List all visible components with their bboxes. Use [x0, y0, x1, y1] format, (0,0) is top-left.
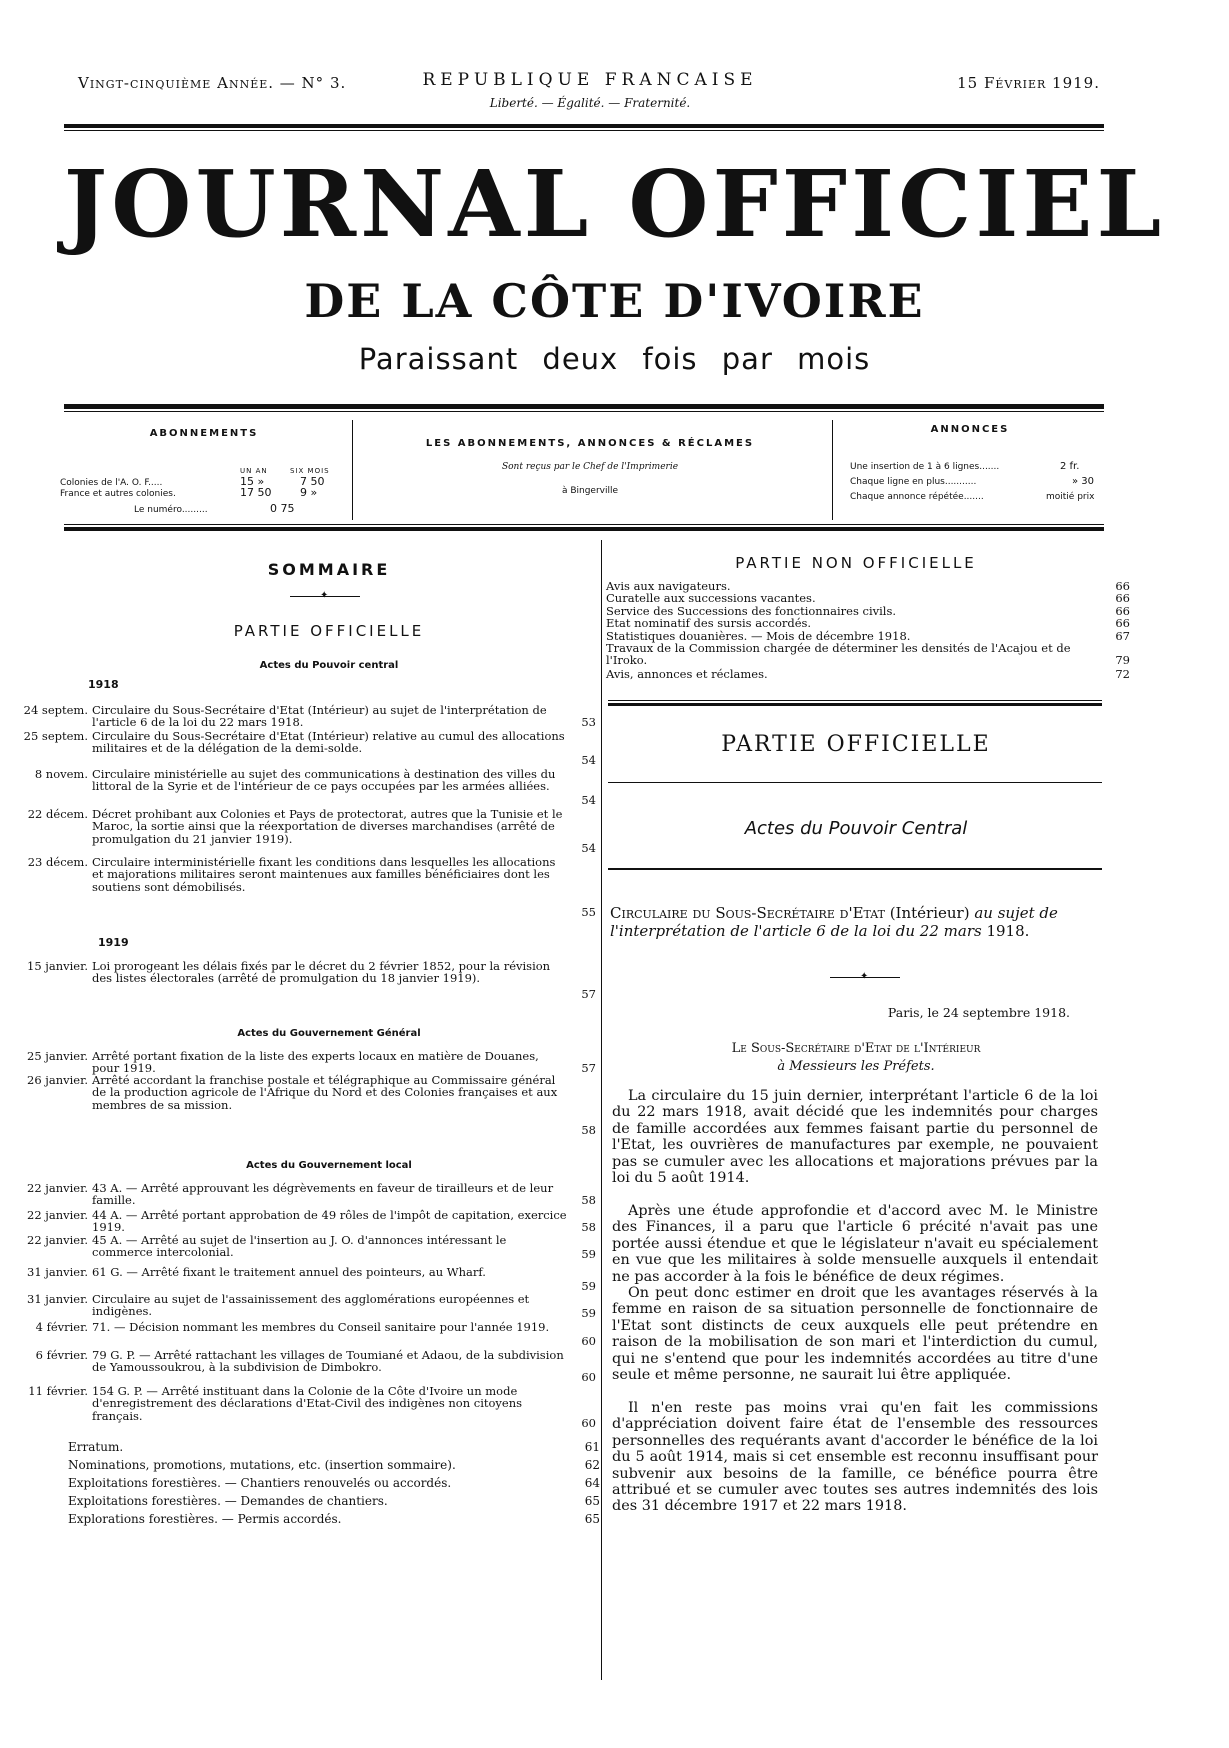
entry-text: 71. — Décision nommant les membres du Conseil sanitaire pour l'année 1919. [92, 1320, 550, 1334]
journal-frequency: Paraissant deux fois par mois [358, 342, 871, 376]
year-1919: 1919 [98, 936, 129, 949]
entry-page: 59 [581, 1306, 596, 1320]
motto: Liberté. — Égalité. — Fraternité. [489, 96, 691, 110]
summary-entry [6, 1050, 596, 1074]
entry-text: Exploitations forestières. — Demandes de chantiers. [68, 1494, 388, 1508]
article-from: Le Sous-Secrétaire d'Etat de l'Intérieur [731, 1041, 981, 1056]
article-paragraph-4: Il n'en reste pas moins vrai qu'en fait les commissions d'appréciation doivent faire état de l'ensemble des ressources personnelles des requérants avant d'accorder le bénéfice de la loi du 5 août 1914, mais si cet ensemble est reconnu insuffisant pour subvenir aux besoins de la famille, ce bénéfice pourra être attribué et se cumuler avec toutes ses autres indemnités des lois des 31 décembre 1917 et 22 mars 1918. [612, 1400, 1098, 1515]
entry-page: 55 [581, 905, 596, 919]
entry-page: 60 [581, 1334, 596, 1348]
entry-date: 8 novem. [34, 767, 88, 781]
entry-page: 66 [1115, 616, 1130, 630]
entry-text: Curatelle aux successions vacantes. [606, 591, 816, 605]
summary-entry [6, 1385, 596, 1429]
entry-date: 4 février. [35, 1320, 88, 1334]
row1-label: Colonies de l'A. O. F..... [60, 478, 163, 488]
entry-text: 61 G. — Arrêté fixant le traitement annuel des pointeurs, au Wharf. [92, 1265, 486, 1279]
non-official-title: PARTIE NON OFFICIELLE [735, 554, 977, 572]
article-heading-sc: Circulaire du Sous-Secrétaire d'Etat [610, 904, 885, 922]
summary-local-gov: Actes du Gouvernement local [246, 1160, 412, 1171]
summary-entry [6, 1349, 596, 1383]
entry-page: 54 [581, 793, 596, 807]
entry-text: Exploitations forestières. — Chantiers renouvelés ou accordés. [68, 1476, 452, 1490]
summary-title: SOMMAIRE [267, 560, 391, 579]
entry-page: 72 [1115, 667, 1130, 681]
article-paragraph-2: Après une étude approfondie et d'accord avec M. le Ministre des Finances, il a paru que l'article 6 précité n'avait pas une portée aussi étendue et que le législateur n'avait eu spécialement en vue que les militaires à solde mensuelle auxquels il entendait ne pas accorder à la fois le bénéfice de deux régimes. [612, 1203, 1098, 1285]
box-divider-right [832, 420, 833, 520]
summary-central-power: Actes du Pouvoir central [259, 660, 399, 671]
entry-text: Circulaire ministérielle au sujet des communications à destination des villes du littoral de la Syrie et de l'intérieur de ce pays occupées par les armées alliées. [92, 767, 556, 794]
entry-page: 60 [581, 1370, 596, 1384]
entry-page: 66 [1115, 604, 1130, 618]
article-heading-rest: (Intérieur) [884, 904, 975, 922]
col-year: UN AN [240, 467, 268, 475]
summary-entry [6, 1321, 596, 1347]
entry-page: 57 [581, 987, 596, 1001]
entry-text: Circulaire du Sous-Secrétaire d'Etat (Intérieur) au sujet de l'interprétation de l'article 6 de la loi du 22 mars 1918. [92, 703, 547, 730]
entry-date: 25 septem. [23, 729, 88, 743]
entry-text: Circulaire interministérielle fixant les conditions dans lesquelles les allocations et majorations militaires seront maintenues aux familles bénéficiaires dont les soutiens sont démobilisés. [92, 855, 556, 894]
center-box-title: LES ABONNEMENTS, ANNONCES & RÉCLAMES [425, 438, 755, 449]
summary-entry [6, 808, 596, 854]
row2-label: France et autres colonies. [60, 489, 176, 499]
entry-text: 43 A. — Arrêté approuvant les dégrèvements en faveur de tirailleurs et de leur famille. [92, 1181, 554, 1208]
article-to: à Messieurs les Préfets. [777, 1059, 935, 1074]
issue-price-label: Le numéro......... [134, 505, 208, 515]
article-heading-italic: au sujet de l'interprétation de l'article 6 de la loi du 22 mars [610, 904, 1058, 940]
summary-entry [6, 1182, 596, 1206]
entry-text: Arrêté portant fixation de la liste des experts locaux en matière de Douanes, pour 1919. [92, 1049, 539, 1076]
summary-entry [6, 730, 596, 766]
ads-row2-label: Chaque ligne en plus........... [850, 477, 977, 487]
entry-text: 44 A. — Arrêté portant approbation de 49 rôles de l'impôt de capitation, exercice 1919. [92, 1208, 567, 1235]
entry-page: 58 [581, 1193, 596, 1207]
ads-row1-price: 2 fr. [1060, 461, 1080, 472]
entry-page: 54 [581, 841, 596, 855]
entry-text: Avis, annonces et réclames. [606, 667, 768, 681]
entry-page: 61 [584, 1440, 600, 1454]
entry-page: 53 [581, 715, 596, 729]
summary-entry [6, 768, 596, 806]
entry-date: 24 septem. [23, 703, 88, 717]
box-divider-left [352, 420, 353, 520]
article-paragraph-1: La circulaire du 15 juin dernier, interprétant l'article 6 de la loi du 22 mars 1918, avait décidé que les indemnités pour charges de famille accordées aux femmes faisant partie du personnel de l'Etat, les ouvrières de manufactures par exemple, ne pouvaient pas se cumuler avec les allocations et majorations prévues par la loi du 5 août 1914. [612, 1088, 1098, 1187]
entry-page: 57 [581, 1061, 596, 1075]
entry-text: Nominations, promotions, mutations, etc. (insertion sommaire). [68, 1458, 456, 1472]
summary-general-gov: Actes du Gouvernement Général [237, 1028, 421, 1039]
entry-page: 62 [584, 1458, 600, 1472]
entry-text: 154 G. P. — Arrêté instituant dans la Colonie de la Côte d'Ivoire un mode d'enregistrement des déclarations d'Etat-Civil des indigènes non citoyens français. [92, 1384, 523, 1423]
issue-number: Vingt-cinquième Année. — N° 3. [78, 74, 347, 92]
ads-row3-label: Chaque annonce répétée....... [850, 492, 984, 502]
non-official-entry [606, 668, 1132, 680]
summary-entry [6, 1266, 596, 1292]
entry-text: Circulaire au sujet de l'assainissement des agglomérations européennes et indigènes. [92, 1292, 530, 1319]
entry-date: 26 janvier. [27, 1073, 88, 1087]
article-section: PARTIE OFFICIELLE [721, 732, 991, 757]
subscriptions-title: ABONNEMENTS [149, 428, 259, 439]
entry-page: 64 [584, 1476, 600, 1490]
year-1918: 1918 [88, 678, 119, 691]
entry-page: 65 [584, 1494, 600, 1508]
ornament-icon: ✦ [320, 590, 329, 601]
journal-title: JOURNAL OFFICIEL [63, 150, 1166, 258]
summary-entry [6, 1234, 596, 1260]
row1-year: 15 » [240, 475, 265, 488]
entry-page: 58 [581, 1123, 596, 1137]
entry-date: 31 janvier. [27, 1292, 88, 1306]
summary-entry [6, 1293, 596, 1319]
entry-text: Circulaire du Sous-Secrétaire d'Etat (Intérieur) relative au cumul des allocations militaires et de la délégation de la demi-solde. [92, 729, 565, 756]
entry-date: 15 janvier. [27, 959, 88, 973]
entry-text: Travaux de la Commission chargée de déterminer les densités de l'Acajou et de l'Iroko. [606, 641, 1071, 668]
boxes-rule-thin [64, 524, 1104, 525]
row1-six: 7 50 [300, 475, 325, 488]
entry-text: 45 A. — Arrêté au sujet de l'insertion au J. O. d'annonces intéressant le commerce intercolonial. [92, 1233, 507, 1260]
entry-date: 23 décem. [27, 855, 88, 869]
entry-date: 22 janvier. [27, 1208, 88, 1222]
subsection-rule [608, 868, 1102, 870]
entry-date: 22 décem. [27, 807, 88, 821]
issue-price: 0 75 [270, 502, 295, 515]
entry-page: 65 [584, 1512, 600, 1526]
col-six-months: SIX MOIS [290, 467, 330, 475]
entry-text: 79 G. P. — Arrêté rattachant les villages de Toumiané et Adaou, de la subdivision de Yamoussoukrou, à la subdivision de Dimbokro. [92, 1348, 564, 1375]
entry-date: 11 février. [28, 1384, 88, 1398]
entry-text: Statistiques douanières. — Mois de décembre 1918. [606, 629, 911, 643]
summary-official-part: PARTIE OFFICIELLE [233, 622, 425, 640]
republic-label: REPUBLIQUE FRANCAISE [422, 70, 758, 90]
entry-page: 60 [581, 1416, 596, 1430]
article-paragraph-3: On peut donc estimer en droit que les avantages réservés à la femme en raison de sa situation personnelle de fonctionnaire de l'Etat sont distincts de ceux auxquels elle peut prétendre en raison de la mobilisation de son mari et l'interdiction du cumul, qui ne s'entend que pour les indemnités accordées au titre d'une seule et même personne, ne saurait lui être appliquée. [612, 1285, 1098, 1384]
entry-text: Décret prohibant aux Colonies et Pays de protectorat, autres que la Tunisie et le Maroc, la sortie ainsi que la réexportation de diverses marchandises (arrêté de promulgation du 21 janvier 1919). [92, 807, 563, 846]
non-official-entry [606, 617, 1132, 629]
entry-date: 22 janvier. [27, 1181, 88, 1195]
section-rule [608, 782, 1102, 783]
center-box-line2: à Bingerville [561, 486, 619, 496]
row2-year: 17 50 [240, 486, 272, 499]
column-divider [601, 540, 602, 1680]
summary-entry [6, 704, 596, 728]
article-subsection: Actes du Pouvoir Central [744, 818, 968, 839]
entry-page: 79 [1115, 653, 1130, 667]
entry-text: Etat nominatif des sursis accordés. [606, 616, 812, 630]
header-rule [64, 124, 1104, 128]
article-heading [610, 904, 1098, 940]
summary-entry [6, 856, 596, 918]
header-rule-thin [64, 130, 1104, 131]
non-official-entry [606, 592, 1132, 604]
entry-page: 59 [581, 1247, 596, 1261]
summary-entry [6, 1074, 596, 1136]
entry-date: 6 février. [35, 1348, 88, 1362]
entry-page: 58 [581, 1220, 596, 1234]
entry-page: 66 [1115, 591, 1130, 605]
entry-page: 67 [1115, 629, 1130, 643]
entry-text: Explorations forestières. — Permis accordés. [68, 1512, 342, 1526]
article-heading-year: 1918. [981, 922, 1030, 940]
entry-page: 54 [581, 753, 596, 767]
center-box-line1: Sont reçus par le Chef de l'Imprimerie [501, 462, 679, 472]
nonoff-rule-thin [608, 700, 1102, 701]
entry-text: Arrêté accordant la franchise postale et télégraphique au Commissaire général de la production agricole de l'Afrique du Nord et des Colonies françaises et aux membres de sa mission. [92, 1073, 558, 1112]
row2-six: 9 » [300, 486, 318, 499]
ads-title: ANNONCES [930, 424, 1010, 435]
entry-date: 22 janvier. [27, 1233, 88, 1247]
entry-text: Loi prorogeant les délais fixés par le décret du 2 février 1852, pour la révision des listes électorales (arrêté de promulgation du 18 janvier 1919). [92, 959, 551, 986]
ads-row3-price: moitié prix [1046, 492, 1095, 502]
masthead-rule [64, 404, 1104, 409]
summary-entry [6, 960, 596, 1000]
entry-text: Avis aux navigateurs. [606, 579, 731, 593]
ads-row1-label: Une insertion de 1 à 6 lignes....... [850, 462, 1000, 472]
issue-date: 15 Février 1919. [957, 74, 1100, 92]
entry-page: 66 [1115, 579, 1130, 593]
entry-page: 59 [581, 1279, 596, 1293]
entry-date: 31 janvier. [27, 1265, 88, 1279]
summary-entry [6, 1209, 596, 1233]
entry-date: 25 janvier. [27, 1049, 88, 1063]
ads-row2-price: » 30 [1072, 476, 1095, 487]
nonoff-rule [608, 703, 1102, 706]
article-ornament-icon: ✦ [860, 971, 869, 982]
non-official-entry [606, 642, 1132, 666]
boxes-rule [64, 527, 1104, 531]
article-place-date: Paris, le 24 septembre 1918. [887, 1005, 1070, 1020]
masthead-rule-thin [64, 411, 1104, 412]
entry-text: Service des Successions des fonctionnaires civils. [606, 604, 897, 618]
entry-text: Erratum. [68, 1440, 124, 1454]
journal-subtitle: DE LA CÔTE D'IVOIRE [304, 274, 925, 328]
